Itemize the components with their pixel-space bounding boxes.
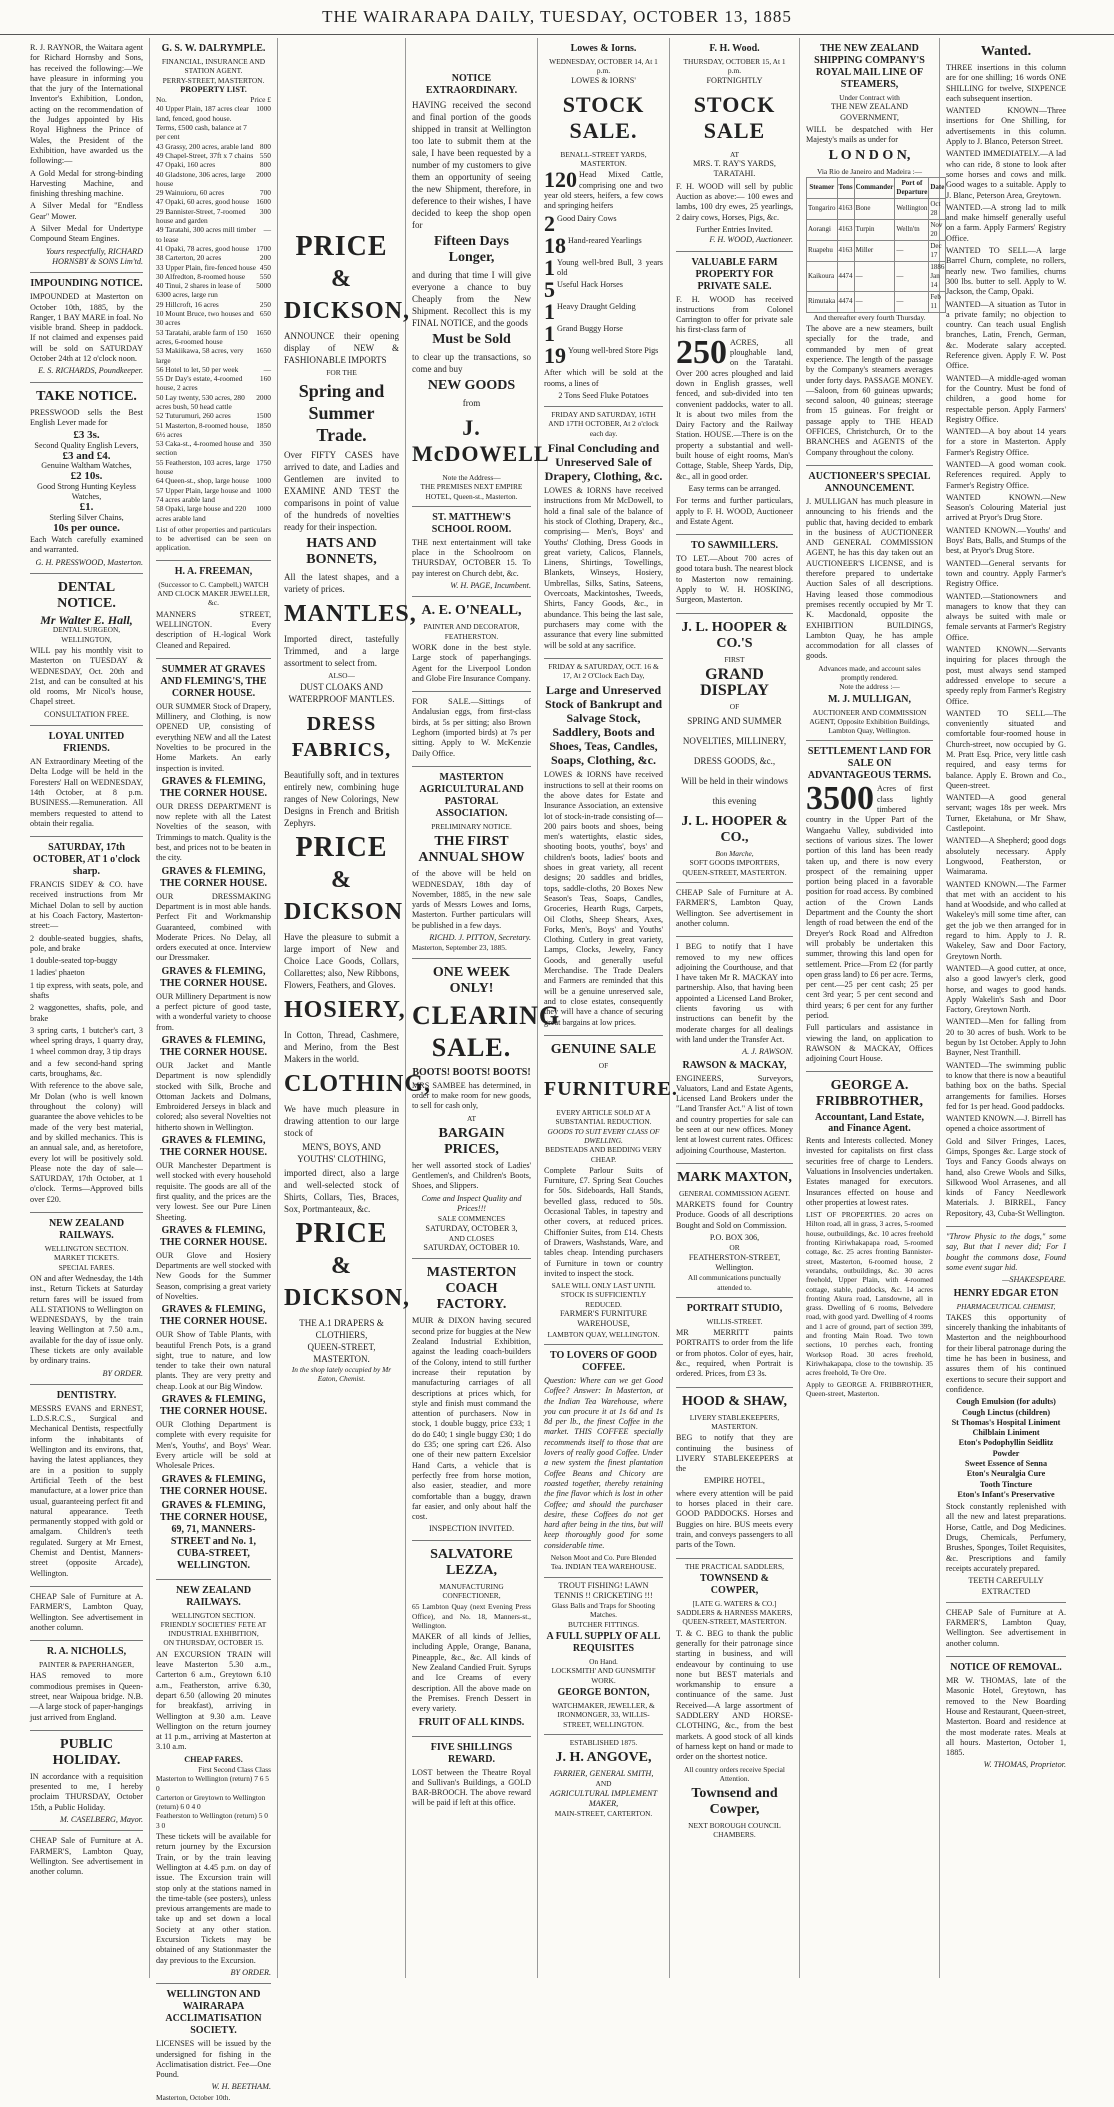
- settlement-land-ad: SETTLEMENT LAND FOR SALE ON ADVANTAGEOUS TERMS. 3500 Acres of first class lightly timbered country in the Upper Part of the Wangaehu Valley, subdivided into sections of various sizes. The lower portion of this land has been ready taken up, and there is now every prospect of the remaining upper portion being placed in a favorable position for road access. By combined action of the Crown Lands Department and the County the short length of road between the end of the Dreyer's Rock Road and Alfredton will probably be undertaken this summer, throwing this land open for settlement. Price—From £2 (for partly open grass land) to £6 per acre. Terms, per cent.—25 per cent cash; 25 per cent 3rd year; 5 per cent second and third years; 6 per cent for any further period. Full particulars and assistance in viewing the land, on application to RAWSON & MACKAY, Offices adjoining Court House.: [806, 741, 933, 1072]
- property-desc: 40 Tinui, 2 shares in lease of 6300 acres, large run: [156, 281, 241, 300]
- graves-fleming-heading: GRAVES & FLEMING, THE CORNER HOUSE.: [160, 1224, 267, 1248]
- property-row: [156, 374, 271, 393]
- nicholls-ad: R. A. NICHOLLS, PAINTER & PAPERHANGER, HAS removed to more commodious premises in Queen-street, near Waipoua bridge. N.B.—A large stock of paper-hangings just arrived from England.: [30, 1641, 143, 1731]
- sawmillers-ad: TO SAWMILLERS. TO LET.—About 700 acres of good totara bush. The nearest block to Masterton now remaining. Apply to W. H. HOSKING, Surgeon, Masterton.: [676, 535, 793, 613]
- steamer-cell: Ruapehu: [807, 240, 838, 261]
- property-desc: 49 Chapel-Street, 37ft x 7 chains: [156, 150, 254, 160]
- property-desc: 33 Upper Plain, fire-fenced house: [156, 262, 256, 272]
- remedy-item: Eton's Infant's Preservative: [957, 1489, 1055, 1499]
- steamer-row: [807, 240, 946, 261]
- steamer-row: [807, 198, 946, 219]
- stock-desc: Hand-reared Yearlings: [568, 235, 642, 245]
- wanted-item: WANTED KNOWN.—J. Birrell has opened a choice assortment of: [946, 1114, 1066, 1134]
- steamer-cell: —: [895, 240, 929, 261]
- wanted-item: WANTED—A boy about 14 years for a store in Masterton. Apply Farmer's Registry Office.: [946, 427, 1066, 457]
- stock-list: [544, 167, 663, 369]
- property-price: 1000: [256, 104, 271, 114]
- steamer-cell: —: [895, 291, 929, 312]
- stock-item: [544, 232, 663, 258]
- steamer-cell: Bone: [854, 198, 895, 219]
- property-desc: 52 Tuturumuri, 260 acres: [156, 411, 231, 421]
- property-desc: 29 Wainuioru, 60 acres: [156, 188, 225, 198]
- sambee-clearing-sale: ONE WEEK ONLY! CLEARING SALE. BOOTS! BOOTS! BOOTS! MRS SAMBEE has determined, in order to make room for new goods, to sell for cash only, AT BARGAIN PRICES, her well assorted stock of Ladies' Gentlemen's, and Children's Boots, Shoes, and Slippers. Come and Inspect Quality and Prices!!! SALE COMMENCES SATURDAY, OCTOBER 3, AND CLOSES SATURDAY, OCTOBER 10.: [412, 959, 531, 1260]
- sidey-auction: SATURDAY, 17th OCTOBER, AT 1 o'clock sharp. FRANCIS SIDEY & CO. have received instructions from Mr Michael Dolan to sell by auction at his Coach Factory, Masterton-street:— 2 double-seated buggies, shafts, pole, and brake 1 double-seated top-buggy 1 ladies' phaeton 1 tip express, with seats, pole, and shafts 2 waggonettes, shafts, pole, and brake 3 spring carts, 1 butcher's cart, 3 wheel spring drays, 1 quarry dray, 1 wheel common dray, 3 tip drays and a few second-hand spring carts, broughams, &c. With reference to the above sale, Mr Dolan (who is well known throughout the colony) will guarantee the above vehicles to be made of the very best material, and by skilled mechanics. This is an annual sale, and, as heretofore, every lot will be positively sold. Please note the day of sale—SATURDAY, 17th October, at 1 o'clock. Terms—Approved bills over £20.: [30, 837, 143, 1213]
- wanted-list: [946, 106, 1066, 1135]
- property-desc: 53 Taratahi, arable farm of 150 acres, 6-roomed house: [156, 327, 248, 346]
- wanted-item: WANTED—The swimming public to know that there is now a beautiful bathing box on the baths. Special arrangements for families. Horses fed for 1s per head. Good paddocks.: [946, 1060, 1066, 1111]
- property-row: [156, 300, 271, 309]
- stock-count: 2: [544, 210, 555, 236]
- lowes-stock-sale: Lowes & Iorns. WEDNESDAY, OCTOBER 14, At 1 p.m. LOWES & IORNS' STOCK SALE. BENALL-STREET YARDS, MASTERTON. 120 Head Mixed Cattle, comprising one and two year old steers, heifers, a few cows and springing heifers 2 Good Dairy Cows 18 Hand-reared Yearlings 1 Young well-bred Bull, 3 years old 5 Useful Hack Horses 1 Heavy Draught Gelding 1 Grand Buggy Horse 19 Young well-bred Store Pigs After which will be sold at the rooms, a lines of 2 Tons Seed Fluke Potatoes: [544, 38, 663, 407]
- property-price: 200: [259, 253, 271, 263]
- property-price: 1500: [256, 411, 271, 421]
- eton-chemist-ad: "Throw Physic to the dogs," some say, But that I never did; For I bought the commons dose, Found some event sugar hid. —SHAKESPEARE. HENRY EDGAR ETON PHARMACEUTICAL CHEMIST, TAKES this opportunity of sincerely thanking the inhabitants of Masterton and the neighbourhood for their liberal patronage during the time he has been in business, and assures them of his continued exertions to secure their support and confidence. Cough Emulsion (for adults) Cough Linctus (children) St Thomas's Hospital Liniment Chilblain Liniment Eton's Podophyllin Seidlitz Powder Sweet Essence of Senna Eton's Neuralgia Cure Tooth Tincture Eton's Infant's Preservative Stock constantly replenished with all the new and latest preparations. Horse, Cattle, and Dog Medicines. Drugs, Chemicals, Perfumery, Brushes, Sponges, Toilet Requisites, &c. Prescriptions and family receipts accurately prepared. TEETH CAREFULLY EXTRACTED: [946, 1227, 1066, 1603]
- property-desc: 49 Taratahi, 300 acres mill timber to lease: [156, 225, 256, 244]
- wanted-item: WANTED IMMEDIATELY.—A lad who can ride, 8 stone to look after some horses and cows and milk. Good wages to a suitable. Apply to J. Blanc, Peterson Area, Greytown.: [946, 149, 1066, 200]
- wanted-item: WANTED.—Stationowners and managers to know that they can always be suited with male or female servants at Farmer's Registry Office.: [946, 591, 1066, 642]
- column-7: [800, 38, 945, 1978]
- property-price: 250: [259, 299, 271, 309]
- property-row: [156, 142, 271, 151]
- property-price: 2000: [256, 169, 271, 179]
- property-price: 1000: [256, 504, 271, 514]
- remedy-item: Eton's Podophyllin Seidlitz Powder: [958, 1438, 1054, 1458]
- steamer-cell: Feb 11: [929, 291, 946, 312]
- property-row: [156, 504, 271, 523]
- wanted-item: WANTED KNOWN.—The Farmer that met with an accident to his hand at Woodside, and who called at Wakeley's mill some time after, can get the job we then arranged for in regard to him. Apply to J. R. Wakeley, Saw and Door Factory, Greytown North.: [946, 879, 1066, 961]
- property-desc: 55 Dr Day's estate, 4-roomed house, 2 acres: [156, 374, 243, 393]
- wanted-item: WANTED TO SELL—The conveniently situated and comfortable four-roomed house in Church-street, now occupied by G. M. Pratt Esq. Price, very little cash required, and easy terms for balance. Apply E. Brown and Co., Queen-street.: [946, 708, 1066, 790]
- impounding-notice: IMPOUNDING NOTICE. IMPOUNDED at Masterton on October 10th, 1885, by the Ranger, 1 BAY MARE in foal. No visible brand. Sheep in paddock. If not claimed and expenses paid will be sold on SATURDAY October 24th at 12 o'clock noon. E. S. RICHARDS, Poundkeeper.: [30, 273, 143, 382]
- wanted-item: WANTED KNOWN.—Youths' and Boys' Bats, Balls, and Stumps of the best, at Pryor's Drug Store.: [946, 525, 1066, 556]
- graves-fleming-heading: GRAVES & FLEMING, THE CORNER HOUSE.: [160, 965, 267, 989]
- stock-count: 1: [544, 299, 555, 325]
- column-2: [150, 38, 278, 2102]
- property-desc: 10 Mount Bruce, two houses and 30 acres: [156, 309, 254, 328]
- wanted-item: WANTED—A good woman cook. References required. Apply to Farmer's Registry Office.: [946, 459, 1066, 490]
- steamer-cell: Miller: [854, 240, 895, 261]
- property-desc: 57 Upper Plain, large house and 74 acres arable land: [156, 485, 251, 504]
- property-price: 700: [259, 188, 271, 198]
- property-price: 2000: [256, 392, 271, 402]
- stock-count: 19: [544, 343, 566, 369]
- stock-item: [544, 343, 663, 369]
- stock-count: 18: [544, 232, 566, 258]
- steamer-cell: 1886 Jan 14: [929, 261, 946, 291]
- steamer-cell: —: [854, 291, 895, 312]
- bankrupt-stock-sale: FRIDAY & SATURDAY, OCT. 16 & 17, At 2 O'Clock Each Day, Large and Unreserved Stock of Bankrupt and Salvage Stock, Saddlery, Boots and Shoes, Teas, Candles, Soaps, Clothing, &c. LOWES & IORNS have received instructions to sell at their rooms on the above dates for Estate and Insurance Association, an extensive lot of stock-in-trade consisting of— 200 pairs boots and shoes, being men's watertights, elastic sides, shooting boots, youths', boys' and children's boots, ladies' boots and shoes in great variety, all recent designs; 20 saddles and bridles, tops, saddle-cloths, 20 Boxes New Season's Teas, Soaps, Candles, Groceries, Hearth Rugs, Carpets, Oil Cloths, Sheep Shears, Axes, Forks, Men's, Boys' and Youths' Clothing. Cutlery in great variety, Lamps, Clocks, Jewelry, Fancy Goods, and generally useful Merchandise. The Trade Dealers and Farmers are reminded that this will be a genuine unreserved sale, and to close estates, consequently they will have a chance of securing great bargains at low prices.: [544, 659, 663, 1036]
- freeman-ad: H. A. FREEMAN, (Successor to C. Campbell,) WATCH AND CLOCK MAKER JEWELLER, &c. MANNERS STREET, WELLINGTON. Every description of H.-logical Work Cleaned and Repaired.: [156, 561, 271, 659]
- remedy-item: Cough Emulsion (for adults): [956, 1397, 1056, 1407]
- graves-fleming-ad: SUMMER AT GRAVES AND FLEMING'S, THE CORNER HOUSE. OUR SUMMER Stock of Drapery, Millinery, and Clothing, is now OPENED UP, consisting of everything NEW and all the Latest Novelties to be procured in the Home Markets. An early inspection is invited. GRAVES & FLEMING, THE CORNER HOUSE. OUR DRESS DEPARTMENT is now replete with all the Latest Novelties of the season, with Trimmings to match. Quality is the best, and prices not to be beaten in the city. GRAVES & FLEMING, THE CORNER HOUSE. OUR DRESSMAKING Department is in most able hands. Perfect Fit and Workmanship Guaranteed, combined with Moderate Prices. No Delay, all orders executed at once. Interview our Dressmaker. GRAVES & FLEMING, THE CORNER HOUSE. OUR Millinery Department is now a perfect picture of good taste, with a wonderful variety to choose from. GRAVES & FLEMING, THE CORNER HOUSE. OUR Jacket and Mantle Department is now splendidly stocked with Silk, Broche and Ottoman Jackets and Dolmans, Embroidered Jerseys in black and colored; also several Novelties not hitherto shown in Wellington. GRAVES & FLEMING, THE CORNER HOUSE. OUR Manchester Department is well stocked with every household requisite. The goods are all of the first quality, and the prices are the very lowest. See our Pure Linen Sheeting. GRAVES & FLEMING, THE CORNER HOUSE. OUR Glove and Hosiery Departments are well stocked with New Goods for the Summer Season, comprising a great variety of Novelties. GRAVES & FLEMING, THE CORNER HOUSE. OUR Show of Table Plants, with beautiful French Pots, is a grand sight, true to nature, and low tender to take their own natural plants. They are very pretty and cheap. Look at our Big Window. GRAVES & FLEMING, THE CORNER HOUSE. OUR Clothing Department is complete with every requisite for Men's, Youths', and Boys' Wear. Every article will be sold at Wholesale Prices. GRAVES & FLEMING, THE CORNER HOUSE. GRAVES & FLEMING, THE CORNER HOUSE, 69, 71, MANNERS-STREET and No. 1, CUBA-STREET, WELLINGTON.: [156, 659, 271, 1580]
- steamer-cell: Wellington: [895, 198, 929, 219]
- agricultural-show: MASTERTON AGRICULTURAL AND PASTORAL ASSOCIATION. PRELIMINARY NOTICE. THE FIRST ANNUAL SHOW of the above will be held on WEDNESDAY, 18th day of November, 1885, in the new sale yards of Messrs Lowes and Iorns, Masterton. Further particulars will be published in a few days. RICHD. J. PITTON, Secretary. Masterton, September 23, 1885.: [412, 767, 531, 959]
- remedy-item: St Thomas's Hospital Liniment: [951, 1417, 1061, 1427]
- property-desc: 53 Makiikawa, 58 acres, very large: [156, 346, 244, 365]
- property-row: [156, 439, 271, 458]
- property-row: [156, 104, 271, 141]
- angove-ad: ESTABLISHED 1875. J. H. ANGOVE, FARRIER, GENERAL SMITH, AND AGRICULTURAL IMPLEMENT MAKER, MAIN-STREET, CARTERTON.: [549, 1737, 658, 1819]
- steamer-cell: Kaikoura: [807, 261, 838, 291]
- wanted-item: WANTED KNOWN—Three insertions for One Shilling, for advertisements in this column. Apply to J. Blanco, Peterson Street.: [946, 106, 1066, 147]
- farm-property-sale: VALUABLE FARM PROPERTY FOR PRIVATE SALE. F. H. WOOD has received instructions from Colonel Carrington to offer for private sale his first-class farm of 250 ACRES, all ploughable land, on the Taratahi. Over 200 acres ploughed and laid down in English grasses, well fenced, and sub-divided into ten convenient paddocks, water to all. It is about two miles from the Dairy Factory and the Railway Station. HOUSE.—There is on the property a substantial and well-built house of eight rooms, Man's Cottage, Stable, Sheep Yards, Dip, &c., all in good order. Easy terms can be arranged. For terms and further particulars, apply to F. H. WOOD, Auctioneer and Estate Agent.: [676, 252, 793, 536]
- steamer-cell: Welln'tn: [895, 219, 929, 240]
- property-row: [156, 393, 271, 412]
- property-desc: 29 Hillcroft, 16 acres: [156, 299, 219, 309]
- railways-notice: NEW ZEALAND RAILWAYS. WELLINGTON SECTION. MARKET TICKETS. SPECIAL FARES. ON and after Wednesday, the 14th inst., Return Tickets at Saturday return fares will be issued from ALL STATIONS to Wellington on WEDNESDAYS, by the train leaving Wellington at 7.50 a.m., available for the day of issue only. These tickets are only available by ordinary trains. BY ORDER.: [30, 1213, 143, 1385]
- st-matthews-notice: ST. MATTHEW'S SCHOOL ROOM. THE next entertainment will take place in the Schoolroom on THURSDAY, OCTOBER 15. To pay interest on Church debt, &c. W. H. PAGE, Incumbent.: [412, 507, 531, 597]
- steamer-cell: Nov 20: [929, 219, 946, 240]
- mcdowell-notice: NOTICE EXTRAORDINARY. HAVING received the second and final portion of the goods shipped in transit at Wellington too late to submit them at the sale, I have been requested by a number of my customers to give them an opportunity of seeing the new Shipment, therefore, in deference to their wishes, I have decided to keep the shop open for Fifteen Days Longer, and during that time I will give everyone a chance to buy Cheaply from the New Shipment. Recollect this is my FINAL NOTICE, and the goods Must be Sold to clear up the transactions, so come and buy NEW GOODS from J. McDOWELL Note the Address— THE PREMISES NEXT EMPIRE HOTEL, Queen-st., Masterton.: [412, 38, 531, 507]
- property-desc: 38 Carterton, 20 acres: [156, 253, 222, 263]
- property-row: [156, 253, 271, 262]
- remedy-item: Cough Linctus (children): [961, 1407, 1051, 1417]
- property-row: [156, 281, 271, 300]
- graves-fleming-heading: GRAVES & FLEMING, THE CORNER HOUSE.: [160, 775, 267, 799]
- stock-item: [544, 277, 663, 303]
- steamer-row: [807, 291, 946, 312]
- property-row: [156, 188, 271, 197]
- cheap-sale-ad-4: CHEAP Sale of Furniture at A. FARMER'S, Lambton Quay, Wellington. See advertisement in another column.: [946, 1603, 1066, 1657]
- remedy-item: Eton's Neuralgia Cure: [966, 1469, 1046, 1479]
- property-desc: 64 Queen-st., shop, large house: [156, 476, 249, 486]
- property-row: [156, 365, 271, 374]
- steamer-cell: Dec 17: [929, 240, 946, 261]
- oneall-ad: A. E. O'NEALL, PAINTER AND DECORATOR, FEATHERSTON. WORK done in the best style. Large stock of paperhangings. Agent for the Liverpool London and Globe Fire Insurance Company.: [412, 597, 531, 692]
- stock-desc: Young well-bred Bull, 3 years old: [557, 257, 663, 277]
- column-8: [940, 38, 1072, 1978]
- reward-notice: FIVE SHILLINGS REWARD. LOST between the Theatre Royal and Sullivan's Buildings, a GOLD BAR-BROOCH. The above reward will be paid if left at this office.: [412, 1741, 531, 1808]
- stock-count: 120: [544, 167, 577, 193]
- stock-item: [544, 299, 663, 325]
- eton-remedies: [946, 1397, 1066, 1500]
- bonton-ad: TROUT FISHING! LAWN TENNIS !! CRICKETING !!! Glass Balls and Traps for Shooting Matches. BUTCHER FITTINGS. A FULL SUPPLY OF ALL REQUISITES On Hand. LOCKSMITH' AND GUNSMITH' WORK. GEORGE BONTON, WATCHMAKER, JEWELLER, & IRONMONGER, 33, WILLIS-STREET, WELLINGTON.: [544, 1578, 663, 1735]
- property-row: [156, 458, 271, 477]
- property-desc: 43 Grassy, 200 acres, arable land: [156, 141, 254, 151]
- property-desc: 40 Gladstone, 306 acres, large house: [156, 169, 246, 188]
- wood-stock-sale: F. H. Wood. THURSDAY, OCTOBER 15, At 1 p.m. FORTNIGHTLY STOCK SALE AT MRS. T. RAY'S YARDS, TARATAHI. F. H. WOOD will sell by public Auction as above:— 100 ewes and lambs, 100 dry ewes, 25 yearlings, 2 dairy cows, Horses, Pigs, &c. Further Entries Invited. F. H. WOOD, Auctioneer.: [676, 38, 793, 252]
- coffee-ad: TO LOVERS OF GOOD COFFEE. Question: Where can we get Good Coffee? Answer: In Masterton, at the Indian Tea Warehouse, where you can procure it at 1s 6d and 1s 8d per lb., the finest Coffee in the market. THIS COFFEE specially recommends itself to those that are lovers of really good Coffee. Under a new system the finest plantation Coffee Beans and Chicory are roasted together, thereby retaining the fine flavor which is lost in other Coffee; and should the purchaser desire, these Coffees do not get hard after being in the tins, but will keep thoroughly good for some considerable time. Nelson Moot and Co. Pure Blended Tea. INDIAN TEA WAREHOUSE.: [544, 1345, 663, 1578]
- steamer-cell: 4163: [837, 240, 854, 261]
- wanted-item: WANTED—A middle-aged woman for the Country. Must be fond of children, a good home for respectable person. Apply Farmers' Registry Office.: [946, 373, 1066, 424]
- property-row: [156, 151, 271, 160]
- dentistry-ad: DENTISTRY. MESSRS EVANS and ERNEST, L.D.S.R.C.S., Surgical and Mechanical Dentists, respectfully inform the inhabitants of Wellington and its environs, that, having the latest appliances, they are in a position to supply Artificial Teeth of the best manufacture, at a lower price than usual, guaranteeing perfect fit and natural appearance. Teeth permanently stopped with gold or amalgam. Children's teeth regulated. Surgery at Mr Ernest, Chemist and Dentist, Manners-street (opposite Arcade), Wellington.: [30, 1385, 143, 1587]
- remedy-item: Chilblain Liniment: [972, 1428, 1040, 1438]
- rawson-notice: I BEG to notify that I have removed to my new offices adjoining the Courthouse, and that I have taken Mr R. MACKAY into partnership. Also, that having been appointed a Licensed Land Broker, clients favoring us with instructions can benefit by the moderate charges for all dealings with land under the Transfer Act. A. J. RAWSON. RAWSON & MACKAY, ENGINEERS, Surveyors, Valuators, Land and Estate Agents, Licensed Land Brokers under the "Land Transfer Act." A list of town and country properties for sale can be seen at our new offices. Money lent at lowest current rates. Offices: adjoining Courthouse, Masterton.: [676, 937, 793, 1164]
- property-desc: 41 Opaki, 78 acres, good house: [156, 243, 249, 253]
- stock-desc: Young well-bred Store Pigs: [568, 346, 659, 356]
- cheap-sale-ad: CHEAP Sale of Furniture at A. FARMER'S, Lambton Quay, Wellington. See advertisement in another column.: [30, 1587, 143, 1641]
- maxton-ad: MARK MAXTON, GENERAL COMMISSION AGENT. MARKETS found for Country Produce. Goods of all descriptions Bought and Sold on Commission. P.O. BOX 306, OR FEATHERSTON-STREET, Wellington. All communications punctually attended to.: [676, 1164, 793, 1298]
- graves-fleming-paragraph: OUR Show of Table Plants, with beautiful French Pots, is a grand sight, true to nature, and low tender to take their own natural plants. They are very pretty and cheap. Look at our Big Window.: [156, 1330, 271, 1391]
- graves-fleming-paragraph: OUR Millinery Department is now a perfect picture of good taste, with a wonderful variety to choose from.: [156, 991, 271, 1032]
- steamer-cell: 4474: [837, 291, 854, 312]
- wanted-item: WANTED—General servants for town and country. Apply Farmer's Registry Office.: [946, 558, 1066, 589]
- column-3: PRICE & DICKSON, ANNOUNCE their opening display of NEW & FASHIONABLE IMPORTS FOR THE Spring and Summer Trade. Over FIFTY CASES have arrived to date, and Ladies and Gentlemen are invited to EXAMINE AND TEST the comparisons in point of value of the hundreds of novelties ready for their inspection. HATS AND BONNETS, All the latest shapes, and a variety of prices. MANTLES, Imported direct, tastefully Trimmed, and a large assortment to select from. ALSO— DUST CLOAKS AND WATERPROOF MANTLES. DRESS FABRICS, Beautifully soft, and in textures entirely new, combining huge ranges of New Colorings, New Designs in French and British Zephyrs. PRICE & DICKSON Have the pleasure to submit a large import of New and Choice Lace Goods, Collars, Collarettes; also, New Ribbons, Flowers, Feathers, and Gloves. HOSIERY, In Cotton, Thread, Cashmere, and Merino, from the Best Makers in the world. CLOTHING, We have much pleasure in drawing attention to our large stock of MEN'S, BOYS, AND YOUTHS' CLOTHING, imported direct, also a large and well-selected stock of Shirts, Collars, Ties, Braces, Sox, Portmanteaux, &c. PRICE & DICKSON, THE A.1 DRAPERS & CLOTHIERS, QUEEN-STREET, MASTERTON. In the shop lately occupied by Mr Eaton, Chemist.: [278, 38, 406, 1978]
- steamer-cell: 4163: [837, 219, 854, 240]
- dental-notice: DENTAL NOTICE. Mr Walter E. Hall, DENTAL SURGEON, WELLINGTON, WILL pay his monthly visit to Masterton on TUESDAY & WEDNESDAY, Oct. 20th and 21st, and can be consulted at his old rooms, Mr Nicol's house, Chapel street. CONSULTATION FREE.: [30, 574, 143, 726]
- stock-desc: Useful Hack Horses: [557, 280, 623, 290]
- property-desc: 47 Opaki, 60 acres, good house: [156, 197, 249, 207]
- wanted-column: Wanted. THREE insertions in this column are for one shilling; 16 words ONE SHILLING for twelve, SIXPENCE each subsequent insertion. WANTED KNOWN—Three insertions for One Shilling, for advertisements in this column. Apply to J. Blanco, Peterson Street. WANTED IMMEDIATELY.—A lad who can ride, 8 stone to look after some horses and cows and milk. Good wages to a suitable. Apply to J. Blanc, Peterson Area, Greytown. WANTED.—A strong lad to milk and make himself generally useful on a farm. Apply Farmers' Registry Office. WANTED TO SELL—A large Barrel Churn, complete, no rollers, nearly new. Two families, churns 300 lbs. butter to sell. Apply to W. Jackson, the Camp, Opaki. WANTED—A situation as Tutor in a private family; no objection to country. Can teach usual English branches, Latin, French, German, &c. Moderate salary accepted. Reference given. Apply F. W. Post Office. WANTED—A middle-aged woman for the Country. Must be fond of children, a good home for respectable person. Apply Farmers' Registry Office. WANTED—A boy about 14 years for a store in Masterton. Apply Farmer's Registry Office. WANTED—A good woman cook. References required. Apply to Farmer's Registry Office. WANTED KNOWN.—New Season's Colouring Material just arrived at Pryor's Drug Store. WANTED KNOWN.—Youths' and Boys' Bats, Balls, and Stumps of the best, at Pryor's Drug Store. WANTED—General servants for town and country. Apply Farmer's Registry Office. WANTED.—Stationowners and managers to know that they can always be suited with male or female servants at Farmer's Registry Office. WANTED KNOWN.—Servants inquiring for places through the post, must always send stamped addressed envelope to secure a speedy reply from Farmer's Registry Office. WANTED TO SELL—The conveniently situated and comfortable four-roomed house in Church-street, now occupied by G. M. Pratt Esq. Price, very little cash required, and easy terms for balance. Apply E. Brown and Co., Queen-street. WANTED—A good general servant; wages 18s per week. Mrs Turner, Eketahuna, or Mr Shaw, Castlepoint. WANTED—A Shepherd; good dogs absolutely necessary. Apply Longwood, Featherston, or Waimarama. WANTED KNOWN.—The Farmer that met with an accident to his hand at Woodside, and who called at Wakeley's mill some time after, can get the job we then arranged for in regard to him. Apply to J. R. Wakeley, Saw and Door Factory, Greytown North. WANTED—A good cutter, at once, also a good lawyer's clerk, good horse, and wages to good hands. Apply Wakelin's Sash and Door Factory, Greytown North. WANTED—Men for falling from 20 to 30 acres of bush. Work to be begun by 1st October. Apply to John Bayner, Nest Tranthill. WANTED—The swimming public to know that there is now a beautiful bathing box on the baths. Special arrangements for families. Horses fed for 1s per head. Good paddocks. WANTED KNOWN.—J. Birrell has opened a choice assortment of Gold and Silver Fringes, Laces, Gimps, Sponges &c. Large stock of Toys and Fancy Goods always on hand, also Crewe Wools and Silks, Silkwood Wool Arrasenes, and all kinds of Fancy Needlework Materials. J. BIRREL, Fancy Repository, 43, Cuba-St Wellington.: [946, 38, 1066, 1227]
- property-desc: 40 Upper Plain, 187 acres clear land, fenced, good house. Terms, £500 cash, balance at 7 per cent: [156, 104, 249, 142]
- steamer-cell: —: [895, 261, 929, 291]
- property-price: 800: [259, 141, 271, 151]
- property-price: 800: [259, 160, 271, 170]
- dalrymple-ad: G. S. W. DALRYMPLE. FINANCIAL, INSURANCE AND STATION AGENT. PERRY-STREET, MASTERTON. PROPERTY LIST. No. Price £ 40 Upper Plain, 187 acres clear land, fenced, good house. Terms, £500 cash, balance at 7 per cent 1000 43 Grassy, 200 acres, arable land 800 49 Chapel-Street, 37ft x 7 chains 550 47 Opaki, 160 acres 800 40 Gladstone, 306 acres, large house 2000 29 Wainuioru, 60 acres 700 47 Opaki, 60 acres, good house 1600 29 Bannister-Street, 7-roomed house and garden 300 49 Taratahi, 300 acres mill timber to lease — 41 Opaki, 78 acres, good house 1700 38 Carterton, 20 acres 200 33 Upper Plain, fire-fenced house 450 30 Alfredton, 8-roomed house 550 40 Tinui, 2 shares in lease of 6300 acres, large run 5000 29 Hillcroft, 16 acres 250 10 Mount Bruce, two houses and 30 acres 650 53 Taratahi, arable farm of 150 acres, 6-roomed house 1650 53 Makiikawa, 58 acres, very large 1650 56 Hotel to let, 50 per week — 55 Dr Day's estate, 4-roomed house, 2 acres 160 50 Lay twenty, 530 acres, 280 acres bush, 50 head cattle 2000 52 Tuturumuri, 260 acres 1500 51 Masterton, 8-roomed house, 6½ acres 1850 53 Caka-st., 4-roomed house and section 350 55 Featherston, 103 acres, large house 1750 64 Queen-st., shop, large house 1000 57 Upper Plain, large house and 74 acres arable land 1000 58 Opaki, large house and 220 acres arable land 1000 List of other properties and particulars to be advertised can be seen on application.: [156, 38, 271, 561]
- property-price: 160: [259, 374, 271, 384]
- property-price: 1650: [256, 346, 271, 356]
- property-row: [156, 207, 271, 226]
- graves-fleming-paragraph: OUR Jacket and Mantle Department is now splendidly stocked with Silk, Broche and Ottoman Jackets and Dolmans, Embroidered Jerseys in black and colored; also several Novelties not hitherto shown in Wellington.: [156, 1060, 271, 1132]
- final-sale: FRIDAY AND SATURDAY, 16TH AND 17TH OCTOBER, At 2 o'clock each day. Final Concluding and Unreserved Sale of Drapery, Clothing, &c. LOWES & IORNS have received instructions from Mr McDowell, to hold a final sale of the balance of his stock of Clothing, Drapery, &c., comprising— Men's, Boys' and Youths' Clothing, Dress Goods in great variety, Calicos, Flannels, Linens, Shirtings, Towellings, Blankets, Winseys, Hosiery, Umbrellas, Silks, Satins, Sateens, Overcoats, Mackintoshes, Tweeds, Shirts, Fancy Goods, &c., in abundance. This being the last sale, purchasers may come with the assurance that every line submitted will be sold at any sacrifice.: [544, 407, 663, 659]
- property-price: 1700: [256, 243, 271, 253]
- property-row: [156, 411, 271, 420]
- masthead: THE WAIRARAPA DAILY, TUESDAY, OCTOBER 13, 1885: [0, 0, 1114, 35]
- wanted-item: WANTED—A Shepherd; good dogs absolutely necessary. Apply Longwood, Featherston, or Waimarama.: [946, 836, 1066, 877]
- hooper-display-ad: J. L. HOOPER & CO.'S FIRST GRAND DISPLAY OF SPRING AND SUMMER NOVELTIES, MILLINERY, DRESS GOODS, &c., Will be held in their windows this evening J. L. HOOPER & CO., Bon Marche, SOFT GOODS IMPORTERS, QUEEN-STREET, MASTERTON.: [676, 614, 793, 883]
- property-desc: 58 Opaki, large house and 220 acres arable land: [156, 504, 247, 523]
- stock-desc: Good Dairy Cows: [557, 213, 617, 223]
- property-price: 1850: [256, 420, 271, 430]
- steamer-cell: —: [854, 261, 895, 291]
- property-row: [156, 225, 271, 244]
- property-desc: 47 Opaki, 160 acres: [156, 160, 216, 170]
- lezza-ad: SALVATORE LEZZA, MANUFACTURING CONFECTIONER, 65 Lambton Quay (next Evening Press Office), and No. 18, Manners-st., Wellington. MAKER of all kinds of Jellies, including Apple, Orange, Banana, Pineapple, &c., &c. All kinds of New Zealand Candied Fruit. Syrups and Ice Creams of every description. All the above made on the Premises. French Dessert in every variety. FRUIT OF ALL KINDS.: [412, 1541, 531, 1737]
- graves-fleming-paragraph: OUR Glove and Hosiery Departments are well stocked with New Goods for the Summer Season, comprising a great variety of Novelties.: [156, 1250, 271, 1301]
- graves-fleming-paragraph: OUR Manchester Department is well stocked with every household requisite. The goods are all of the first quality, and the prices are the very lowest. See our Pure Linen Sheeting.: [156, 1161, 271, 1222]
- eggs-for-sale: FOR SALE.—Sittings of Andalusian eggs, from first-class birds, at 5s per sitting; also Brown Leghorn (imported birds) at 7s per sitting. Apply to W. McKenzie Daily Office.: [412, 692, 531, 767]
- steamer-cell: Tongariro: [807, 198, 838, 219]
- graves-fleming-heading: GRAVES & FLEMING, THE CORNER HOUSE.: [160, 865, 267, 889]
- wanted-item: WANTED—Men for falling from 20 to 30 acres of bush. Work to be begun by 1st October. Apply to John Bayner, Nest Tranthill.: [946, 1017, 1066, 1058]
- property-row: [156, 160, 271, 169]
- graves-fleming-heading: GRAVES & FLEMING, THE CORNER HOUSE.: [160, 1034, 267, 1058]
- wanted-item: WANTED—A good general servant; wages 18s per week. Mrs Turner, Eketahuna, or Mr Shaw, Castlepoint.: [946, 793, 1066, 834]
- stock-desc: Head Mixed Cattle, comprising one and two year old steers, heifers, a few cows and springing heifers: [544, 170, 663, 211]
- furniture-sale: GENUINE SALE OF FURNITURE. EVERY ARTICLE SOLD AT A SUBSTANTIAL REDUCTION. GOODS TO SUIT EVERY CLASS OF DWELLING. BEDSTEADS AND BEDDING VERY CHEAP. Complete Parlour Suits of Furniture, £7. Spring Seat Couches for 50s. Sideboards, Hall Stands, bevelled glass, reduced to 50s. Occasional Tables, in tapestry and other covers, at reduced prices. Chiffonier Suites, from £14. Chests of Drawers, Washstands, Ware, and tables cheap. Intending purchasers of Furniture in town or country invited to inspect the stock. SALE WILL ONLY LAST UNTIL STOCK IS SUFFICIENTLY REDUCED. FARMER'S FURNITURE WAREHOUSE, LAMBTON QUAY, WELLINGTON.: [544, 1036, 663, 1345]
- property-desc: 50 Lay twenty, 530 acres, 280 acres bush, 50 head cattle: [156, 392, 245, 411]
- graves-fleming-heading: GRAVES & FLEMING, THE CORNER HOUSE.: [160, 1473, 267, 1497]
- property-desc: 30 Alfredton, 8-roomed house: [156, 271, 246, 281]
- property-price: 450: [259, 262, 271, 272]
- remedy-item: Sweet Essence of Senna: [964, 1459, 1048, 1468]
- property-price: —: [263, 364, 271, 374]
- coach-factory-ad: MASTERTON COACH FACTORY. MUIR & DIXON having secured second prize for buggies at the New Zealand Industrial Exhibition, against the leading coach-builders of the Colony, intend to still further increase their reputation by manufacturing carriages of all descriptions at prices which, for style and finish must command the attention of purchasers. Now in stock, 1 double buggy, price £33; 1 do do £40; 1 single buggy £30; 1 do do £35; one spring cart £26. Also one of their new pattern Excelsior Hand Carts, a vehicle that is perfectly free from horse motion, also easier, steadier, and more comfortable than a buggy, drawn far easier, and only about half the cost. INSPECTION INVITED.: [412, 1259, 531, 1540]
- steamer-cell: Oct 28: [929, 198, 946, 219]
- property-price: —: [263, 225, 271, 235]
- stock-count: 1: [544, 254, 555, 280]
- property-row: [156, 244, 271, 253]
- property-price: 550: [259, 271, 271, 281]
- graves-fleming-paragraph: OUR DRESSMAKING Department is in most able hands. Perfect Fit and Workmanship Guaranteed, combined with Moderate Prices. No Delay, all orders executed at once. Interview our Dressmaker.: [156, 891, 271, 963]
- steamer-row: [807, 261, 946, 291]
- public-holiday-notice: PUBLIC HOLIDAY. IN accordance with a requisition presented to me, I hereby proclaim THURSDAY, October 15th, a Public Holiday. M. CASELBERG, Mayor.: [30, 1731, 143, 1831]
- property-price: 1750: [256, 457, 271, 467]
- steamer-cell: 4163: [837, 198, 854, 219]
- property-row: [156, 309, 271, 328]
- property-price: 300: [259, 206, 271, 216]
- property-row: [156, 346, 271, 365]
- property-row: [156, 328, 271, 347]
- wanted-item: WANTED KNOWN.—Servants inquiring for places through the post, must always send stamped addressed envelope to secure a speedy reply from Farmer's Registry Office.: [946, 645, 1066, 706]
- wanted-item: WANTED KNOWN.—New Season's Colouring Material just arrived at Pryor's Drug Store.: [946, 492, 1066, 523]
- townsend-cowper-ad: THE PRACTICAL SADDLERS, TOWNSEND & COWPER, [LATE G. WATERS & CO.] SADDLERS & HARNESS MAKERS, QUEEN-STREET, MASTERTON. T. & C. BEG to thank the public generally for their patronage since starting in business, and will endeavour by continuing to use none but BEST materials and workmanship to ensure a continuance of the same. Just Received—A large assortment of SADDLERY AND HORSE-CLOTHING, &c., from the best markets. A good stock of all kinds of harness kept on hand or made to order on the shortest notice. All country orders receive Special Attention. Townsend and Cowper, NEXT BOROUGH COUNCIL CHAMBERS.: [676, 1561, 793, 1840]
- property-list: [156, 104, 271, 522]
- property-desc: 56 Hotel to let, 50 per week: [156, 364, 239, 374]
- property-desc: 51 Masterton, 8-roomed house, 6½ acres: [156, 420, 249, 439]
- removal-notice: NOTICE OF REMOVAL. MR W. THOMAS, late of the Masonic Hotel, Greytown, has removed to the New Boarding House and Restaurant, Queen-street, Masterton. Board and residence at the most moderate rates. Meals at all hours. Masterton, October 1, 1885. W. THOMAS, Proprietor.: [946, 1662, 1066, 1770]
- shipping-company-ad: THE NEW ZEALAND SHIPPING COMPANY'S ROYAL MAIL LINE OF STEAMERS, Under Contract with THE NEW ZEALAND GOVERNMENT, WILL be despatched with Her Majesty's mails as under for L O N D O N, Via Rio de Janeiro and Madeira :— Steamer Tons Commander Port of Departure Date Tongariro 4163 Bone Wellington Oct 28 Aorangi 4163 Turpin Welln'tn Nov 20 Ruapehu 4163 Miller — Dec 17 Kaikoura 4474 — — 1886 Jan 14 Rimutaka 4474 — — Feb 11 And thereafter every fourth Thursday. The above are a new steamers, built specially for the trade, and commanded by men of great experience. The length of the passage by the Company's steamers averages under forty days. PASSAGE MONEY.—Saloon, from 60 guineas upwards; second saloon, 40 guineas; steerage from 15 guineas. For freight or passage apply to THE HEAD OFFICES, Christchurch, Or to the BRANCHES and AGENTS of the Company throughout the colony.: [806, 38, 933, 466]
- stock-count: 1: [544, 321, 555, 347]
- wanted-item: WANTED—A situation as Tutor in a private family; no objection to country. Can teach usual English branches, Latin, French, German, &c. Moderate salary accepted. Reference given. Apply F. W. Post Office.: [946, 299, 1066, 371]
- wanted-item: WANTED TO SELL—A large Barrel Churn, complete, no rollers, nearly new. Two families, churns 300 lbs. butter to sell. Apply to W. Jackson, the Camp, Opaki.: [946, 246, 1066, 297]
- take-notice-ad: TAKE NOTICE. PRESSWOOD sells the Best English Lever made for £3 3s. Second Quality English Levers, £3 and £4. Genuine Waltham Watches, £2 10s. Good Strong Hunting Keyless Watches, £1. Sterling Silver Chains, 10s per ounce. Each Watch carefully examined and warranted. G. H. PRESSWOOD, Masterton.: [30, 383, 143, 574]
- graves-fleming-heading: GRAVES & FLEMING, THE CORNER HOUSE.: [160, 1394, 267, 1418]
- property-row: [156, 263, 271, 272]
- acclimatisation-ad: WELLINGTON AND WAIRARAPA ACCLIMATISATION SOCIETY. LICENSES will be issued by the undersigned for fishing in the Acclimatisation district. Fee—One Pound. W. H. BEETHAM. Masterton, October 10th.: [156, 1989, 271, 2102]
- column-6: [670, 38, 800, 1978]
- property-row: [156, 476, 271, 485]
- fribbrother-ad: GEORGE A. FRIBBROTHER, Accountant, Land Estate, and Finance Agent. Rents and Interests collected. Money invested for capitalists on first class securities free of charge to Lenders. Valuations in Insolvencies undertaken. Estates managed for executors. Insurances effected on house and other properties at lowest rates. LIST OF PROPERTIES. 20 acres on Hilton road, all in grass, 3 acres, 5-roomed house, outbuildings, &c. 10 acres freehold fronting Kiriwhakapapa road, 5-roomed cottage, &c. 25 acres fronting Bannister-street, Masterton, 6-roomed house, 2 verandahs, outbuildings, &c. 30 acres freehold, Upper Plain, with 4-roomed cottage, stable, paddocks, &c. 14 acres fronting Akura road, Lansdowne, all in grass. Dwelling of 6 rooms, Belvedere road, with good yard. Dwelling of 4 rooms and 1 acre of ground, part of section 399, and fronting Main Road. Two town sections, 10 perches each, fronting Worksop Road. 30 acres freehold, Kiriwhakapapa, close to the township. 35 acres freehold, Te Ore Ore. Apply to GEORGE A. FRIBBROTHER, Queen-street, Masterton.: [806, 1078, 933, 1398]
- stock-desc: Heavy Draught Gelding: [557, 302, 636, 312]
- property-price: 5000: [256, 281, 271, 291]
- column-5: [538, 38, 678, 1978]
- steamer-cell: Rimutaka: [807, 291, 838, 312]
- steamer-cell: 4474: [837, 261, 854, 291]
- mulligan-announcement: AUCTIONEER'S SPECIAL ANNOUNCEMENT. J. MULLIGAN has much pleasure in announcing to his friends and the public that, having decided to embark in the business of AUCTIONEER AND GENERAL COMMISSION AGENT, he has this day taken out an AUCTIONEER'S LICENSE, and is therefore prepared to undertake Auction Sales of all descriptions. Having leased those commodious premises recently occupied by Mr T. K. Macdonald, opposite the EXHIBITION BUILDINGS, Lambton Quay, he has ample accommodation for all classes of goods. Advances made, and account sales promptly rendered. Note the address :— M. J. MULLIGAN, AUCTIONEER AND COMMISSION AGENT, Opposite Exhibition Buildings, Lambton Quay, Wellington.: [806, 466, 933, 742]
- raynor-ad: R. J. RAYNOR, the Waitara agent for Richard Hornsby and Sons, has received the following:—We have pleasure in informing you that the jury of the International Inventor's Exhibition, London, acting on the recommendation of the Judges appointed by His Royal Highness the Prince of Wales, the President of the Exhibition, have awarded us the following:— A Gold Medal for strong-binding Harvesting Machine, and finishing threshing machine. A Silver Medal for "Endless Gear" Mower. A Silver Medal for Undertype Compound Steam Engines. Yours respectfully, RICHARD HORNSBY & SONS Lim'td.: [30, 38, 143, 273]
- graves-fleming-list: [156, 702, 271, 1498]
- graves-fleming-paragraph: OUR DRESS DEPARTMENT is now replete with all the Latest Novelties of the season, with Trimmings to match. Quality is the best, and prices not to be beaten in the city.: [156, 801, 271, 863]
- stock-item: [544, 254, 663, 280]
- stock-item: [544, 210, 663, 236]
- property-row: [156, 170, 271, 189]
- steamer-row: [807, 219, 946, 240]
- wanted-item: WANTED—A good cutter, at once, also a good lawyer's clerk, good horse, and wages to good hands. Apply Wakelin's Sash and Door Factory, Greytown North.: [946, 963, 1066, 1015]
- cheap-sale-ad-2: CHEAP Sale of Furniture at A. FARMER'S, Lambton Quay, Wellington. See advertisement in another column.: [30, 1836, 143, 1877]
- steamer-cell: Aorangi: [807, 219, 838, 240]
- stock-desc: Grand Buggy Horse: [557, 324, 623, 334]
- property-row: [156, 197, 271, 206]
- steamer-cell: Turpin: [854, 219, 895, 240]
- graves-fleming-paragraph: OUR Clothing Department is complete with every requisite for Men's, Youths', and Boys' Wear. Every article will be sold at Wholesale Prices.: [156, 1420, 271, 1471]
- stock-item: [544, 321, 663, 347]
- property-price: 1600: [256, 197, 271, 207]
- property-desc: 53 Caka-st., 4-roomed house and section: [156, 439, 254, 458]
- property-price: 1650: [256, 327, 271, 337]
- property-price: 650: [259, 309, 271, 319]
- property-desc: 29 Bannister-Street, 7-roomed house and garden: [156, 206, 246, 226]
- property-price: 350: [259, 439, 271, 449]
- hood-shaw-ad: HOOD & SHAW, LIVERY STABLEKEEPERS, MASTERTON. BEG to notify that they are continuing the business of LIVERY STABLEKEEPERS at the EMPIRE HOTEL, where every attention will be paid to horses placed in their care. GOOD PADDOCKS. Horses and Buggies on hire. BUS meets every train, and conveys passengers to all parts of the Town.: [676, 1388, 793, 1559]
- property-price: 1000: [256, 476, 271, 486]
- loyal-friends-notice: LOYAL UNITED FRIENDS. AN Extraordinary Meeting of the Delta Lodge will be held in the Foresters' Hall on WEDNESDAY, 14th October, at 8 p.m. BUSINESS.—Remuneration. All members requested to attend to obtain their regalia.: [30, 726, 143, 837]
- property-row: [156, 421, 271, 440]
- property-row: [156, 272, 271, 281]
- columns: [24, 38, 1104, 2102]
- cheap-sale-ad-3: CHEAP Sale of Furniture at A. FARMER'S, Lambton Quay, Wellington. See advertisement in another column.: [676, 883, 793, 937]
- graves-fleming-paragraph: OUR SUMMER Stock of Drapery, Millinery, and Clothing, is now OPENED UP, consisting of everything NEW and all the Latest Novelties to be procured in the Home Markets. An early inspection is invited.: [156, 701, 271, 773]
- steamer-table: Steamer Tons Commander Port of Departure Date Tongariro 4163 Bone Wellington Oct 28 Aorangi 4163 Turpin Welln'tn Nov 20 Ruapehu 4163 Miller — Dec 17 Kaikoura 4474 — — 1886 Jan 14 Rimutaka 4474 — — Feb 11: [806, 177, 946, 313]
- graves-fleming-heading: GRAVES & FLEMING, THE CORNER HOUSE.: [160, 1304, 267, 1328]
- wanted-item: WANTED.—A strong lad to milk and make himself generally useful on a farm. Apply Farmers' Registry Office.: [946, 202, 1066, 243]
- portrait-studio-ad: PORTRAIT STUDIO, WILLIS-STREET. MR MERRITT paints PORTRAITS to order from the life or from photos. Color of eyes, hair, &c., required, when Portrait is ordered. Prices, from £3 3s.: [676, 1298, 793, 1388]
- property-row: [156, 486, 271, 505]
- property-desc: 55 Featherston, 103 acres, large house: [156, 457, 250, 477]
- property-price: 550: [259, 150, 271, 160]
- remedy-item: Tooth Tincture: [979, 1479, 1033, 1489]
- column-1: [24, 38, 150, 1978]
- graves-fleming-heading: GRAVES & FLEMING, THE CORNER HOUSE.: [160, 1135, 267, 1159]
- property-price: 1000: [256, 485, 271, 495]
- excursion-train-ad: NEW ZEALAND RAILWAYS. WELLINGTON SECTION. FRIENDLY SOCIETIES' FETE AT INDUSTRIAL EXHIBITION, ON THURSDAY, OCTOBER 15. AN EXCURSION TRAIN will leave Masterton 5.30 a.m., Carterton 6 a.m., Greytown 6.10 a.m., Featherston, arrive 6.30, depart 6.50 (allowing 20 minutes for breakfast), arriving in Wellington at 9.30 a.m. Leave Wellington on the return journey at 11 p.m., arriving at Masterton at 3.10 a.m. CHEAP FARES. First Second Class Class Masterton to Wellington (return) 7 6 5 0 Carterton or Greytown to Wellington (return) 6 0 4 0 Featherston to Wellington (return) 5 0 3 0 These tickets will be available for return journey by the Excursion Train, or by the train leaving Wellington at 4.45 p.m. on day of issue. The Excursion train will stop only at the stations named in the time-table (see posters), unless previous arrangements are made to take up and set down a local Society at any other station. Excursion Tickets may be obtained of any Stationmaster the day previous to the Excursion. BY ORDER.: [156, 1580, 271, 1985]
- stock-count: 5: [544, 277, 555, 303]
- stock-item: [544, 167, 663, 211]
